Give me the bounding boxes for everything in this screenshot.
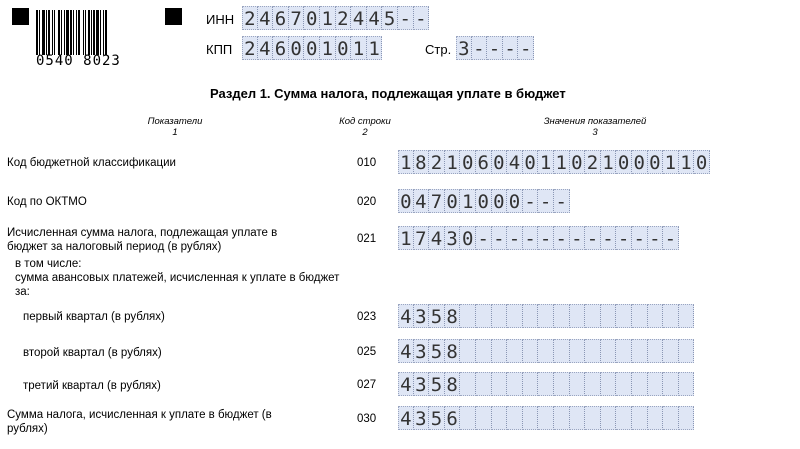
char-cell[interactable]: 3 [414, 406, 430, 430]
char-cell[interactable]: 6 [273, 36, 289, 60]
tax-calculated-field[interactable] [398, 226, 679, 250]
char-cell[interactable]: - [492, 226, 508, 250]
char-cell[interactable]: 1 [538, 150, 554, 174]
char-cell[interactable]: - [503, 36, 519, 60]
column-header-line-code-text: Код строки [339, 116, 391, 127]
column-header-values-text: Значения показателей [543, 116, 647, 127]
column-header-indicators-num: 1 [172, 127, 178, 138]
kpp-field[interactable] [242, 36, 382, 60]
char-cell[interactable] [663, 406, 679, 430]
char-cell[interactable]: 5 [429, 406, 445, 430]
char-cell[interactable]: 0 [304, 6, 320, 30]
char-cell[interactable] [648, 406, 664, 430]
char-cell[interactable] [476, 406, 492, 430]
char-cell[interactable]: 1 [398, 150, 414, 174]
char-cell[interactable]: 8 [445, 304, 461, 328]
char-cell[interactable]: 5 [429, 372, 445, 396]
char-cell[interactable]: 1 [367, 36, 383, 60]
char-cell[interactable]: 0 [523, 150, 539, 174]
char-cell[interactable] [616, 406, 632, 430]
char-cell[interactable]: 0 [445, 189, 461, 213]
char-cell[interactable]: 3 [445, 226, 461, 250]
char-cell[interactable]: 3 [456, 36, 472, 60]
row-label-oktmo: Код по ОКТМО [7, 196, 87, 208]
char-cell[interactable]: 3 [414, 372, 430, 396]
char-cell[interactable] [632, 339, 648, 363]
char-cell[interactable]: 0 [476, 189, 492, 213]
char-cell[interactable] [507, 372, 523, 396]
char-cell[interactable] [663, 372, 679, 396]
char-cell[interactable]: 0 [460, 150, 476, 174]
char-cell[interactable] [538, 406, 554, 430]
char-cell[interactable]: 2 [242, 6, 258, 30]
char-cell[interactable]: - [487, 36, 503, 60]
char-cell[interactable]: 4 [398, 372, 414, 396]
row-code-023: 023 [357, 311, 377, 323]
char-cell[interactable]: 0 [648, 150, 664, 174]
char-cell[interactable] [554, 339, 570, 363]
char-cell[interactable] [570, 304, 586, 328]
char-cell[interactable] [601, 304, 617, 328]
row-code-030: 030 [357, 413, 377, 425]
char-cell[interactable] [632, 304, 648, 328]
char-cell[interactable]: - [476, 226, 492, 250]
char-cell[interactable]: 0 [492, 189, 508, 213]
corner-marker-left [12, 8, 29, 25]
row-label-advance-payments: сумма авансовых платежей, исчисленная к уплате в бюджет за: [15, 272, 340, 298]
char-cell[interactable]: 6 [445, 406, 461, 430]
char-cell[interactable] [476, 304, 492, 328]
char-cell[interactable]: 1 [398, 226, 414, 250]
char-cell[interactable] [679, 406, 695, 430]
char-cell[interactable]: - [523, 226, 539, 250]
char-cell[interactable]: 2 [585, 150, 601, 174]
char-cell[interactable]: 1 [679, 150, 695, 174]
char-cell[interactable]: - [472, 36, 488, 60]
char-cell[interactable]: 1 [601, 150, 617, 174]
char-cell[interactable] [632, 372, 648, 396]
char-cell[interactable]: 1 [663, 150, 679, 174]
char-cell[interactable] [538, 304, 554, 328]
char-cell[interactable]: 7 [289, 6, 305, 30]
char-cell[interactable] [616, 339, 632, 363]
char-cell[interactable] [460, 339, 476, 363]
char-cell[interactable] [460, 406, 476, 430]
corner-marker-right [165, 8, 182, 25]
char-cell[interactable] [538, 372, 554, 396]
char-cell[interactable]: 0 [304, 36, 320, 60]
char-cell[interactable]: - [648, 226, 664, 250]
char-cell[interactable]: - [585, 226, 601, 250]
char-cell[interactable]: 1 [460, 189, 476, 213]
char-cell[interactable] [460, 372, 476, 396]
char-cell[interactable] [616, 304, 632, 328]
char-cell[interactable] [523, 406, 539, 430]
char-cell[interactable] [601, 406, 617, 430]
row-code-010: 010 [357, 157, 377, 169]
row-code-020: 020 [357, 196, 377, 208]
char-cell[interactable] [663, 304, 679, 328]
char-cell[interactable]: - [554, 226, 570, 250]
char-cell[interactable]: - [554, 189, 570, 213]
char-cell[interactable] [554, 406, 570, 430]
row-label-tax-payable: Сумма налога, исчисленная к уплате в бюджет (в рублях) [7, 409, 272, 435]
char-cell[interactable]: - [616, 226, 632, 250]
char-cell[interactable] [679, 339, 695, 363]
row-label-including: в том числе: [15, 258, 82, 270]
char-cell[interactable] [476, 372, 492, 396]
row-label-q1: первый квартал (в рублях) [23, 311, 165, 323]
char-cell[interactable] [648, 339, 664, 363]
row-label-kbk: Код бюджетной классификации [7, 157, 176, 169]
char-cell[interactable] [523, 304, 539, 328]
kbk-field[interactable] [398, 150, 710, 174]
char-cell[interactable]: - [523, 189, 539, 213]
char-cell[interactable]: 6 [273, 6, 289, 30]
char-cell[interactable]: 1 [445, 150, 461, 174]
char-cell[interactable]: 4 [258, 6, 274, 30]
char-cell[interactable]: 1 [320, 6, 336, 30]
char-cell[interactable]: 1 [320, 36, 336, 60]
char-cell[interactable]: 0 [507, 189, 523, 213]
char-cell[interactable]: 4 [398, 406, 414, 430]
barcode-number: 0540 8023 [36, 53, 121, 69]
row-label-q2: второй квартал (в рублях) [23, 347, 162, 359]
row-label-tax-calculated: Исчисленная сумма налога, подлежащая уплате в бюджет за налоговый период (в рублях) [7, 227, 278, 253]
char-cell[interactable]: 0 [632, 150, 648, 174]
char-cell[interactable]: 2 [242, 36, 258, 60]
char-cell[interactable]: - [518, 36, 534, 60]
char-cell[interactable] [616, 372, 632, 396]
row-code-025: 025 [357, 346, 377, 358]
barcode [36, 10, 148, 69]
char-cell[interactable] [554, 372, 570, 396]
char-cell[interactable] [585, 406, 601, 430]
kpp-label: КПП [206, 42, 233, 57]
char-cell[interactable] [523, 339, 539, 363]
column-header-indicators [120, 116, 230, 138]
inn-field[interactable] [242, 6, 429, 30]
char-cell[interactable] [538, 339, 554, 363]
char-cell[interactable] [585, 304, 601, 328]
char-cell[interactable]: 0 [336, 36, 352, 60]
char-cell[interactable]: - [538, 189, 554, 213]
char-cell[interactable]: 0 [616, 150, 632, 174]
char-cell[interactable] [492, 406, 508, 430]
column-header-values-num: 3 [592, 127, 598, 138]
q2-advance-field[interactable] [398, 339, 694, 363]
char-cell[interactable]: 4 [367, 6, 383, 30]
char-cell[interactable]: 4 [507, 150, 523, 174]
char-cell[interactable]: 7 [429, 189, 445, 213]
char-cell[interactable]: 4 [398, 304, 414, 328]
char-cell[interactable] [507, 406, 523, 430]
char-cell[interactable]: 8 [445, 339, 461, 363]
char-cell[interactable]: - [398, 6, 414, 30]
char-cell[interactable] [492, 372, 508, 396]
row-code-027: 027 [357, 379, 377, 391]
char-cell[interactable] [492, 304, 508, 328]
barcode-stripe [105, 10, 107, 55]
char-cell[interactable]: 5 [382, 6, 398, 30]
char-cell[interactable]: - [632, 226, 648, 250]
char-cell[interactable] [570, 339, 586, 363]
char-cell[interactable]: 7 [414, 226, 430, 250]
char-cell[interactable]: 1 [351, 36, 367, 60]
char-cell[interactable] [585, 339, 601, 363]
char-cell[interactable]: 0 [398, 189, 414, 213]
char-cell[interactable]: - [601, 226, 617, 250]
char-cell[interactable] [648, 372, 664, 396]
char-cell[interactable]: - [507, 226, 523, 250]
char-cell[interactable] [679, 304, 695, 328]
char-cell[interactable]: 4 [398, 339, 414, 363]
column-header-indicators-text: Показатели [147, 116, 203, 127]
char-cell[interactable] [601, 339, 617, 363]
page-number-field[interactable] [456, 36, 534, 60]
char-cell[interactable]: 4 [258, 36, 274, 60]
char-cell[interactable]: - [538, 226, 554, 250]
tax-payable-field[interactable] [398, 406, 694, 430]
char-cell[interactable]: 5 [429, 304, 445, 328]
char-cell[interactable]: 2 [429, 150, 445, 174]
char-cell[interactable] [507, 339, 523, 363]
char-cell[interactable] [632, 406, 648, 430]
barcode-bars [36, 10, 148, 55]
char-cell[interactable]: 0 [289, 36, 305, 60]
char-cell[interactable]: 3 [414, 339, 430, 363]
char-cell[interactable] [663, 339, 679, 363]
char-cell[interactable] [507, 304, 523, 328]
char-cell[interactable] [523, 372, 539, 396]
char-cell[interactable]: - [414, 6, 430, 30]
char-cell[interactable] [601, 372, 617, 396]
char-cell[interactable] [570, 406, 586, 430]
char-cell[interactable] [679, 372, 695, 396]
char-cell[interactable]: 8 [414, 150, 430, 174]
char-cell[interactable]: 5 [429, 339, 445, 363]
char-cell[interactable]: 3 [414, 304, 430, 328]
char-cell[interactable]: 4 [414, 189, 430, 213]
char-cell[interactable]: 1 [554, 150, 570, 174]
inn-label: ИНН [206, 12, 235, 27]
char-cell[interactable]: - [663, 226, 679, 250]
char-cell[interactable]: 0 [460, 226, 476, 250]
char-cell[interactable] [570, 372, 586, 396]
char-cell[interactable]: 4 [429, 226, 445, 250]
char-cell[interactable]: - [570, 226, 586, 250]
page-label: Стр. [425, 42, 452, 57]
char-cell[interactable] [585, 372, 601, 396]
char-cell[interactable]: 0 [570, 150, 586, 174]
char-cell[interactable]: 0 [694, 150, 710, 174]
row-label-q3: третий квартал (в рублях) [23, 380, 161, 392]
row-code-021: 021 [357, 233, 377, 245]
column-header-line-code-num: 2 [362, 127, 368, 138]
char-cell[interactable] [648, 304, 664, 328]
oktmo-field[interactable] [398, 189, 570, 213]
column-header-values [520, 116, 670, 138]
q1-advance-field[interactable] [398, 304, 694, 328]
char-cell[interactable] [476, 339, 492, 363]
char-cell[interactable]: 6 [476, 150, 492, 174]
char-cell[interactable]: 4 [351, 6, 367, 30]
char-cell[interactable] [492, 339, 508, 363]
char-cell[interactable]: 2 [336, 6, 352, 30]
char-cell[interactable]: 8 [445, 372, 461, 396]
char-cell[interactable] [554, 304, 570, 328]
q3-advance-field[interactable] [398, 372, 694, 396]
char-cell[interactable] [460, 304, 476, 328]
section-title: Раздел 1. Сумма налога, подлежащая уплате в бюджет [210, 86, 566, 101]
char-cell[interactable]: 0 [492, 150, 508, 174]
column-header-line-code [320, 116, 410, 138]
